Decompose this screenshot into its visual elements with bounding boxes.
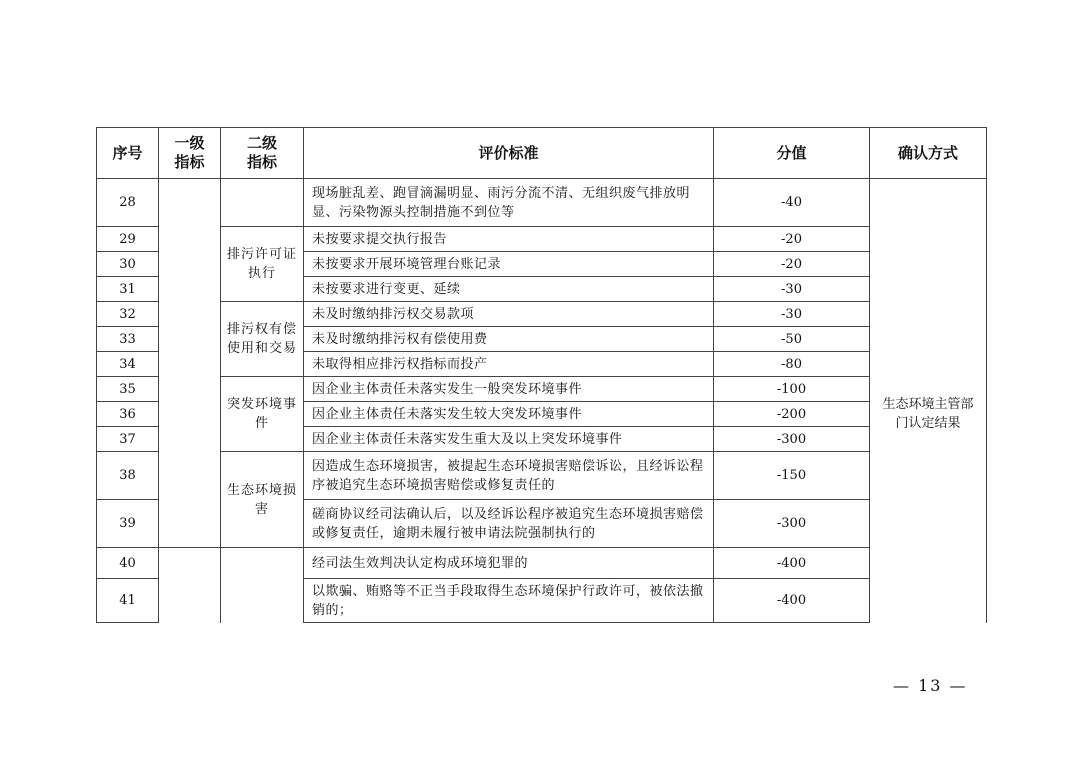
header-confirm: 确认方式 <box>870 128 987 179</box>
score-cell: -50 <box>714 327 870 352</box>
criteria-cell: 因企业主体责任未落实发生一般突发环境事件 <box>304 377 714 402</box>
group-emission-rights: 排污权有偿使用和交易 <box>221 302 304 377</box>
group-permit: 排污许可证执行 <box>221 227 304 302</box>
seq-cell: 35 <box>97 377 159 402</box>
criteria-cell: 以欺骗、贿赂等不正当手段取得生态环境保护行政许可，被依法撤销的； <box>304 579 714 623</box>
score-cell: -40 <box>714 179 870 227</box>
seq-cell: 39 <box>97 500 159 548</box>
header-level2: 二级 指标 <box>221 128 304 179</box>
group-damage: 生态环境损害 <box>221 452 304 548</box>
page-number: — 13 — <box>893 676 968 695</box>
score-cell: -30 <box>714 277 870 302</box>
score-cell: -80 <box>714 352 870 377</box>
criteria-cell: 未及时缴纳排污权有偿使用费 <box>304 327 714 352</box>
table-header-row <box>97 128 987 179</box>
level1-cell-empty <box>159 548 221 623</box>
criteria-cell: 未按要求提交执行报告 <box>304 227 714 252</box>
score-cell: -20 <box>714 227 870 252</box>
score-cell: -100 <box>714 377 870 402</box>
level2-cell-empty <box>221 179 304 227</box>
criteria-cell: 因企业主体责任未落实发生重大及以上突发环境事件 <box>304 427 714 452</box>
group-emergency: 突发环境事件 <box>221 377 304 452</box>
criteria-cell: 未按要求开展环境管理台账记录 <box>304 252 714 277</box>
seq-cell: 38 <box>97 452 159 500</box>
table-row <box>97 227 987 252</box>
header-level1: 一级 指标 <box>159 128 221 179</box>
score-cell: -200 <box>714 402 870 427</box>
table-row <box>97 302 987 327</box>
score-cell: -150 <box>714 452 870 500</box>
score-cell: -20 <box>714 252 870 277</box>
seq-cell: 31 <box>97 277 159 302</box>
header-seq: 序号 <box>97 128 159 179</box>
criteria-cell: 未及时缴纳排污权交易款项 <box>304 302 714 327</box>
confirm-cell-empty <box>870 452 987 623</box>
criteria-cell: 因企业主体责任未落实发生较大突发环境事件 <box>304 402 714 427</box>
score-cell: -30 <box>714 302 870 327</box>
criteria-cell: 未取得相应排污权指标而投产 <box>304 352 714 377</box>
table-row <box>97 179 987 227</box>
table-row <box>97 548 987 579</box>
seq-cell: 36 <box>97 402 159 427</box>
criteria-cell: 经司法生效判决认定构成环境犯罪的 <box>304 548 714 579</box>
header-score: 分值 <box>714 128 870 179</box>
seq-cell: 34 <box>97 352 159 377</box>
seq-cell: 28 <box>97 179 159 227</box>
criteria-cell: 磋商协议经司法确认后，以及经诉讼程序被追究生态环境损害赔偿或修复责任，逾期未履行被申请法院强制执行的 <box>304 500 714 548</box>
evaluation-table <box>96 127 987 623</box>
table-row <box>97 452 987 500</box>
level2-cell-empty <box>221 548 304 623</box>
seq-cell: 40 <box>97 548 159 579</box>
score-cell: -300 <box>714 500 870 548</box>
seq-cell: 29 <box>97 227 159 252</box>
score-cell: -400 <box>714 579 870 623</box>
criteria-cell: 未按要求进行变更、延续 <box>304 277 714 302</box>
seq-cell: 41 <box>97 579 159 623</box>
seq-cell: 33 <box>97 327 159 352</box>
table-row <box>97 377 987 402</box>
criteria-cell: 因造成生态环境损害，被提起生态环境损害赔偿诉讼，且经诉讼程序被追究生态环境损害赔偿或修复责任的 <box>304 452 714 500</box>
criteria-cell: 现场脏乱差、跑冒滴漏明显、雨污分流不清、无组织废气排放明显、污染物源头控制措施不到位等 <box>304 179 714 227</box>
score-cell: -400 <box>714 548 870 579</box>
seq-cell: 37 <box>97 427 159 452</box>
seq-cell: 32 <box>97 302 159 327</box>
header-criteria: 评价标准 <box>304 128 714 179</box>
score-cell: -300 <box>714 427 870 452</box>
level1-cell-empty <box>159 179 221 548</box>
confirm-cell: 生态环境主管部门认定结果 <box>870 377 987 452</box>
confirm-cell-empty <box>870 179 987 377</box>
seq-cell: 30 <box>97 252 159 277</box>
